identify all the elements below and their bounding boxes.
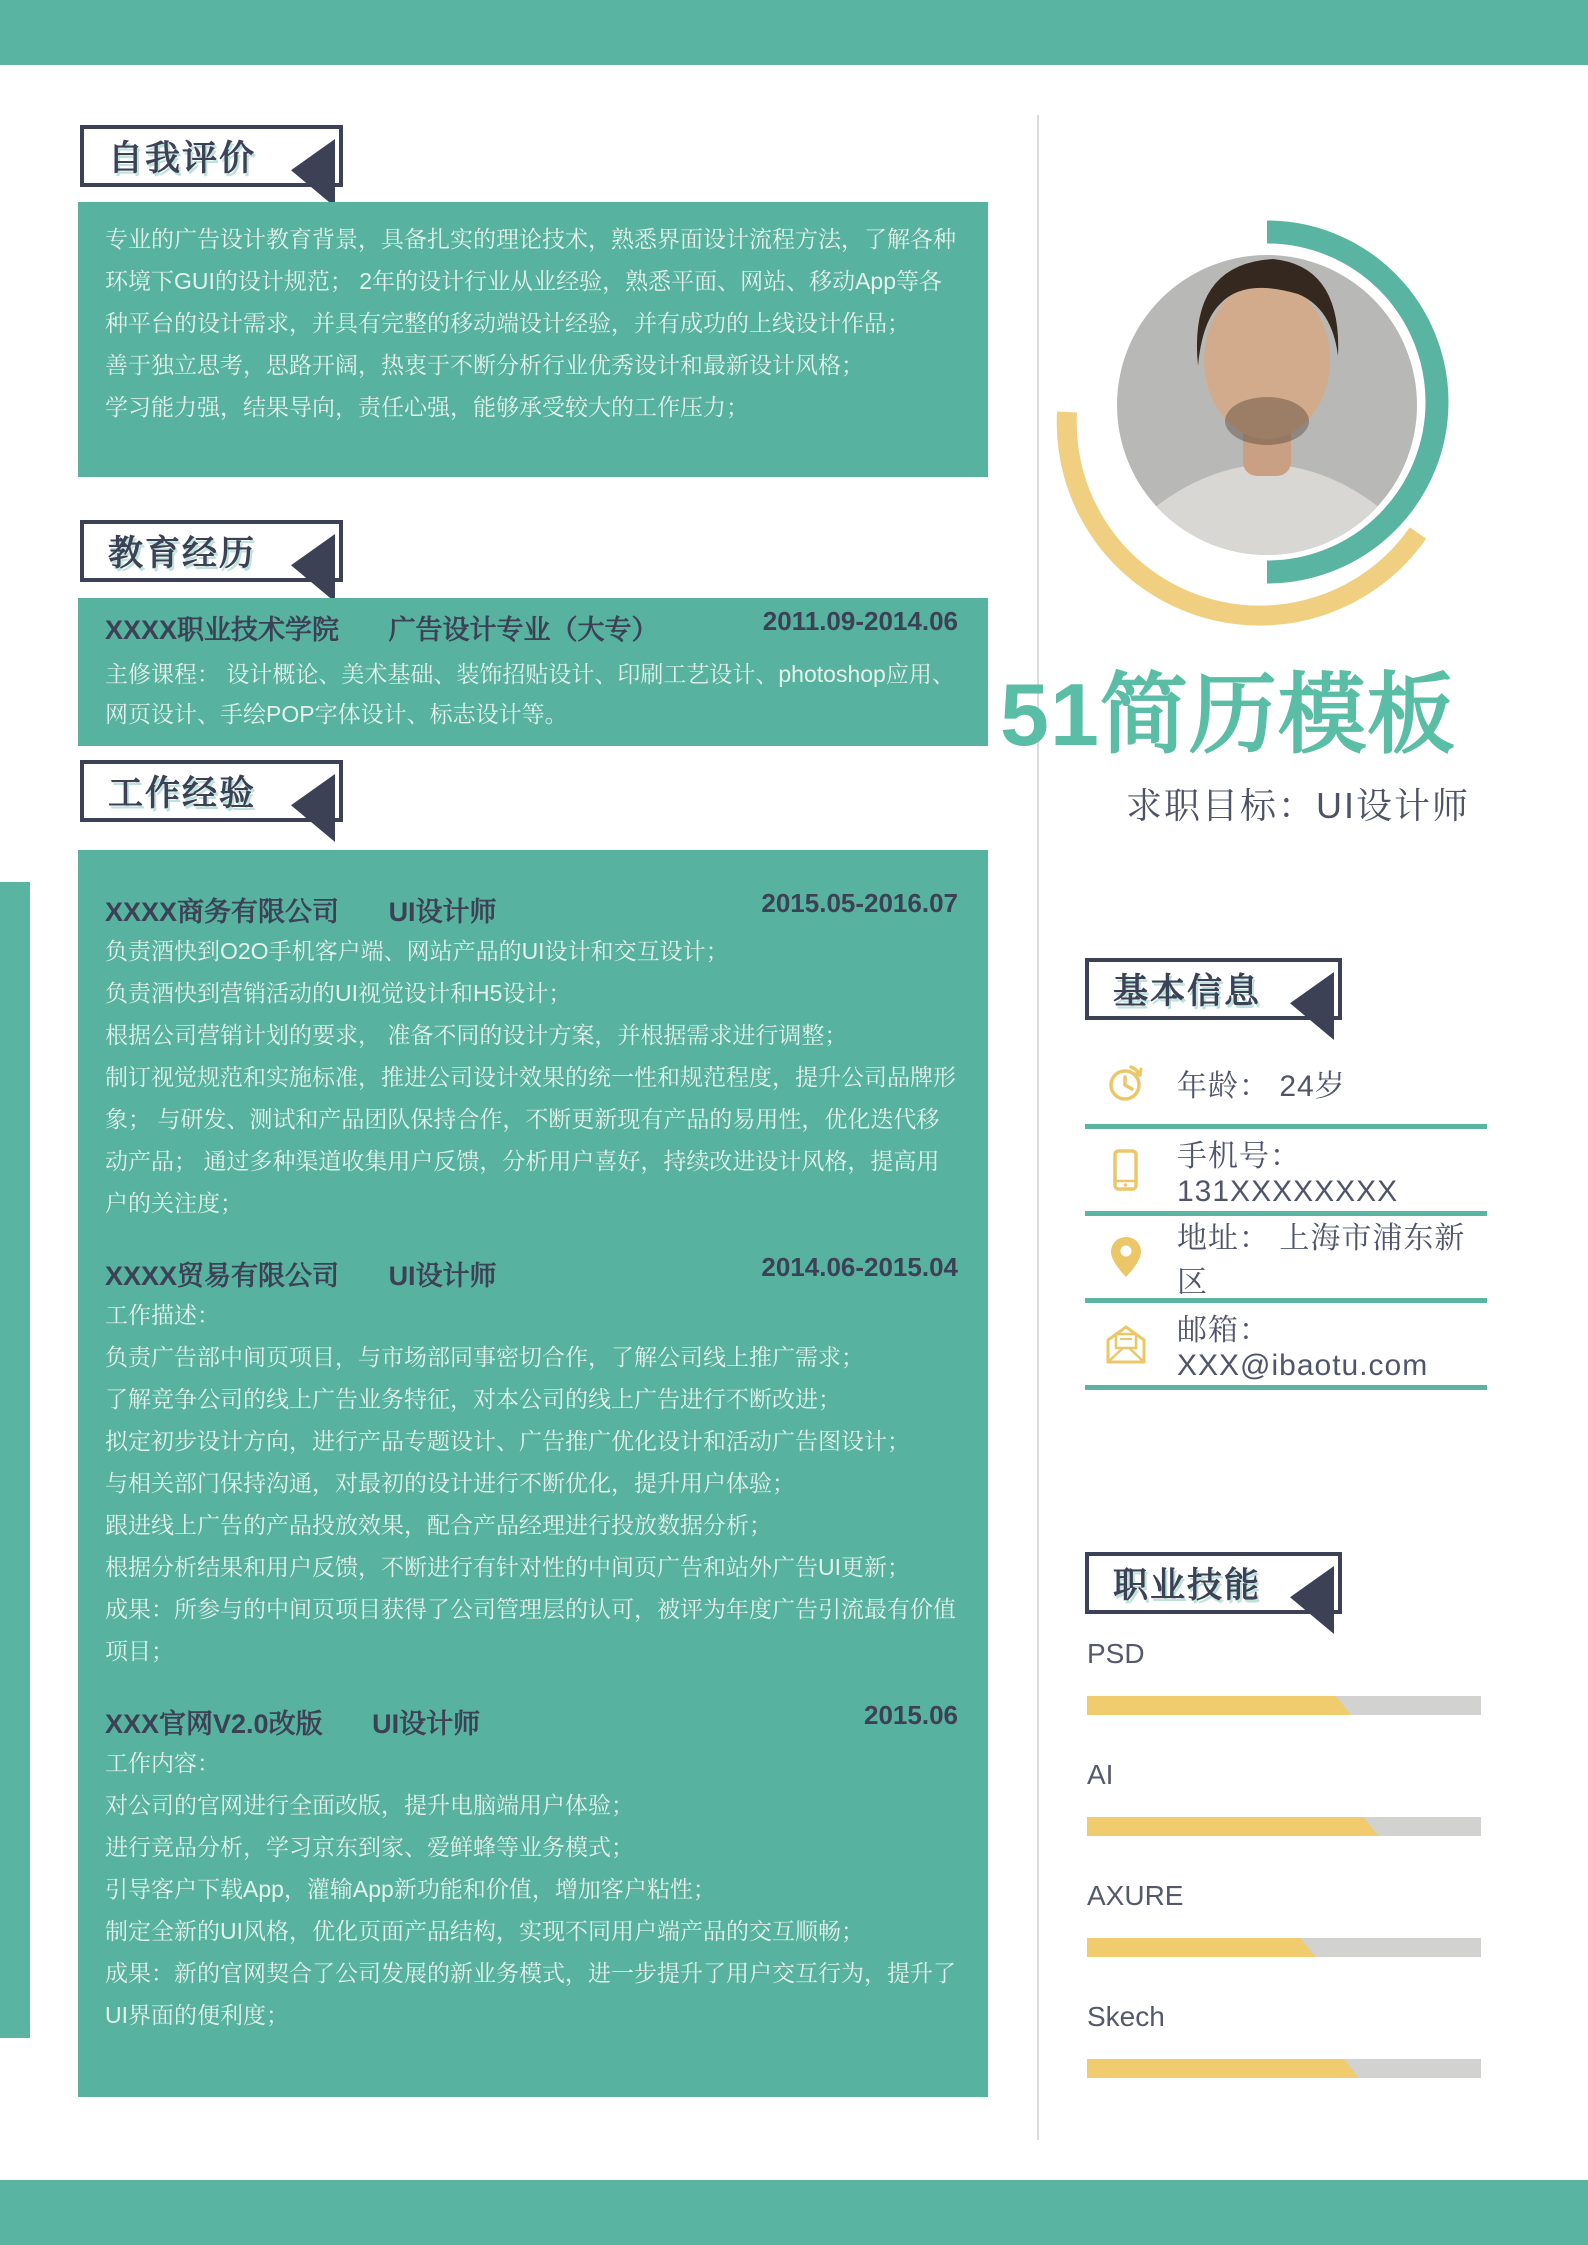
job-line: 对公司的官网进行全面改版，提升电脑端用户体验； [105,1792,634,1818]
profile-photo-graphic [1040,178,1500,638]
basic-info-list [1085,1042,1487,1390]
basic-info-text: 地址： 上海市浦东新区 [1177,1222,1466,1299]
flag-arrow-icon [1290,1566,1334,1634]
basic-info-text: 年龄： 24岁 [1177,1070,1346,1103]
skill-progress-fill [1087,2059,1359,2078]
profile-photo [1040,178,1500,638]
basic-info-row-email [1085,1303,1487,1390]
section-title: 自我评价 [108,139,257,178]
job-date: 2015.06 [864,1700,958,1730]
job-line: 引导客户下载App，灌输App新功能和价值，增加客户粘性； [105,1876,716,1902]
section-title: 教育经历 [108,534,257,573]
company-name: XXXX贸易有限公司 [105,1261,340,1291]
self-evaluation-paragraph: 学习能力强，结果导向，责任心强，能够承受较大的工作压力； [105,394,749,420]
skills-list [1087,1638,1481,2122]
job-line: 根据公司营销计划的要求， 准备不同的设计方案，并根据需求进行调整； [105,1022,848,1048]
skill-progress-fill [1087,1938,1316,1957]
skill-item [1087,1880,1481,1957]
section-title: 基本信息 [1113,972,1262,1011]
education-block [78,598,988,746]
section-title: 工作经验 [108,774,257,813]
job-line: 拟定初步设计方向，进行产品专题设计、广告推广优化设计和活动广告图设计； [105,1428,910,1454]
flag-arrow-icon [291,139,335,207]
section-header-skills [1085,1552,1342,1614]
job-entry-title [105,894,497,930]
basic-info-text: 手机号： 131XXXXXXXX [1177,1140,1399,1208]
skill-progress-fill [1087,1696,1351,1715]
skill-name: Skech [1087,2001,1165,2032]
mail-icon [1103,1322,1149,1366]
clock-icon [1103,1061,1149,1105]
resume-title: 51简历模板 [1000,665,1456,764]
skill-name: AXURE [1087,1880,1184,1911]
job-line: 与相关部门保持沟通，对最初的设计进行不断优化，提升用户体验； [105,1470,795,1496]
major-name: 广告设计专业（大专） [388,615,659,645]
location-icon [1103,1235,1149,1279]
self-evaluation-paragraph: 专业的广告设计教育背景，具备扎实的理论技术，熟悉界面设计流程方法，了解各种环境下GUI的设计规范； 2年的设计行业从业经验，熟悉平面、网站、移动App等各种平台的设计需求，并具有完整的移动端设计经验，并有成功的上线设计作品； [105,226,956,336]
column-divider [1037,115,1039,2140]
job-date: 2014.06-2015.04 [761,1252,958,1282]
section-header-work-experience [80,760,343,822]
company-name: XXXX商务有限公司 [105,897,340,927]
job-line: 成果：所参与的中间页项目获得了公司管理层的认可，被评为年度广告引流最有价值项目； [105,1596,956,1664]
job-line: 制定全新的UI风格，优化页面产品结构，实现不同用户端产品的交互顺畅； [105,1918,864,1944]
portrait-image [1106,255,1428,558]
skill-name: PSD [1087,1638,1145,1669]
section-header-self-evaluation [80,125,343,187]
section-header-education [80,520,343,582]
skill-progress-fill [1087,1817,1379,1836]
skill-progress-bar [1087,1938,1481,1957]
job-role: UI设计师 [388,897,497,927]
work-experience-block [78,850,988,2097]
top-accent-bar [0,0,1588,65]
job-entry [105,1252,958,1672]
education-date: 2011.09-2014.06 [762,606,958,636]
basic-info-row-age [1085,1042,1487,1129]
skill-item [1087,1759,1481,1836]
section-header-basic-info [1085,958,1342,1020]
company-name: XXX官网V2.0改版 [105,1709,323,1739]
job-line: 负责广告部中间页项目，与市场部同事密切合作，了解公司线上推广需求； [105,1344,864,1370]
school-name: XXXX职业技术学院 [105,615,340,645]
self-evaluation-block [78,202,988,477]
education-courses: 主修课程： 设计概论、美术基础、装饰招贴设计、印刷工艺设计、photoshop应用、网页设计、手绘POP字体设计、标志设计等。 [105,661,955,727]
job-entry-title [105,1706,480,1742]
basic-info-row-phone [1085,1129,1487,1216]
job-line: 根据分析结果和用户反馈，不断进行有针对性的中间页广告和站外广告UI更新； [105,1554,910,1580]
job-line: 工作描述： [105,1302,220,1328]
job-entry [105,1700,958,2036]
job-line: 负责酒快到O2O手机客户端、网站产品的UI设计和交互设计； [105,938,729,964]
bottom-accent-bar [0,2180,1588,2245]
left-accent-stripe [0,882,30,2038]
basic-info-text: 邮箱： XXX@ibaotu.com [1177,1314,1429,1382]
flag-arrow-icon [291,774,335,842]
job-date: 2015.05-2016.07 [761,888,958,918]
job-line: 工作内容： [105,1750,220,1776]
skill-progress-bar [1087,2059,1481,2078]
job-line: 负责酒快到营销活动的UI视觉设计和H5设计； [105,980,572,1006]
skill-item [1087,1638,1481,1715]
job-role: UI设计师 [372,1709,481,1739]
flag-arrow-icon [291,534,335,602]
job-role: UI设计师 [388,1261,497,1291]
phone-icon [1103,1148,1149,1192]
job-line: 成果：新的官网契合了公司发展的新业务模式，进一步提升了用户交互行为，提升了UI界面的便利度； [105,1960,956,2028]
basic-info-row-address [1085,1216,1487,1303]
job-objective: 求职目标：UI设计师 [1126,785,1471,826]
skill-item [1087,2001,1481,2078]
education-entry-title [105,612,659,648]
job-line: 跟进线上广告的产品投放效果，配合产品经理进行投放数据分析； [105,1512,772,1538]
job-line: 进行竞品分析，学习京东到家、爱鲜蜂等业务模式； [105,1834,634,1860]
skill-progress-bar [1087,1817,1481,1836]
job-entry-title [105,1258,497,1294]
flag-arrow-icon [1290,972,1334,1040]
job-line: 了解竞争公司的线上广告业务特征，对本公司的线上广告进行不断改进； [105,1386,841,1412]
job-line: 制订视觉规范和实施标准，推进公司设计效果的统一性和规范程度，提升公司品牌形象； 与研发、测试和产品团队保持合作，不断更新现有产品的易用性，优化迭代移动产品； 通过多种渠道收集用户反馈，分析用户喜好，持续改进设计风格，提高用户的关注度； [105,1064,956,1216]
skill-name: AI [1087,1759,1114,1790]
self-evaluation-paragraph: 善于独立思考，思路开阔，热衷于不断分析行业优秀设计和最新设计风格； [105,352,864,378]
section-title: 职业技能 [1113,1566,1262,1605]
skill-progress-bar [1087,1696,1481,1715]
job-entry [105,888,958,1224]
